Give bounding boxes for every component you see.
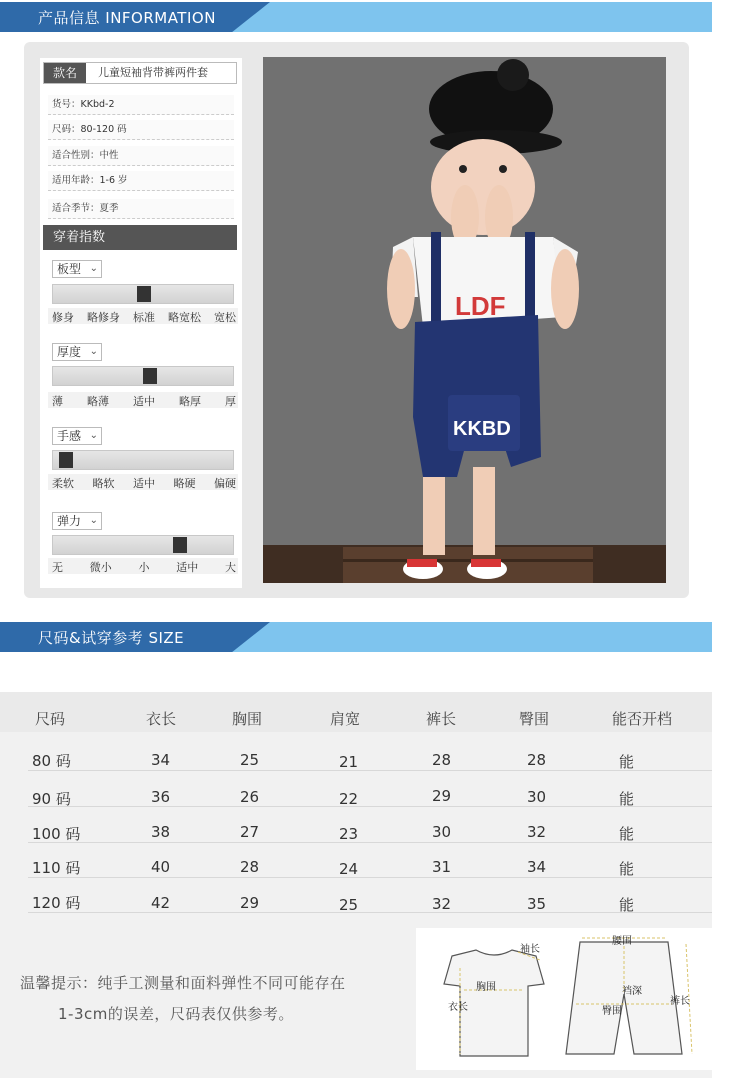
chevron-down-icon: ⌄	[89, 515, 98, 526]
table-cell: 25	[339, 896, 359, 914]
tip-line-2: 1-3cm的误差，尺码表仅供参考。	[58, 1005, 294, 1023]
table-cell: 26	[240, 788, 260, 806]
chevron-down-icon: ⌄	[89, 430, 98, 441]
thickness-scale-marker	[143, 368, 157, 384]
elasticity-scale-labels	[52, 559, 236, 573]
wear-index-title: 穿着指数	[43, 225, 237, 250]
fit-dropdown-label: 板型	[57, 262, 82, 276]
table-cell: 24	[339, 860, 359, 878]
table-cell: 30	[432, 823, 452, 841]
scale-option: 小	[138, 561, 150, 574]
product-name-row	[43, 62, 237, 84]
elasticity-scale-track	[52, 535, 234, 555]
measurement-diagram	[416, 928, 712, 1070]
col-header: 肩宽	[330, 710, 361, 728]
shirt-print: LDF	[455, 291, 506, 321]
fit-scale-labels	[52, 309, 236, 323]
table-cell: 28	[240, 858, 260, 876]
table-cell: 28	[527, 751, 547, 769]
table-cell: 能	[619, 860, 635, 878]
attr-item-number: 货号：KKbd-2	[48, 95, 234, 115]
table-cell: 120 码	[32, 894, 81, 912]
scale-option: 无	[52, 561, 63, 574]
table-cell: 22	[339, 790, 359, 808]
scale-option: 大	[225, 561, 236, 574]
scale-option: 略硬	[173, 477, 196, 490]
table-cell: 21	[339, 753, 359, 771]
pocket-print: KKBD	[453, 418, 511, 440]
table-cell: 29	[432, 787, 452, 805]
row-divider	[28, 912, 712, 913]
chest-label: 胸围	[476, 982, 496, 993]
thickness-dropdown[interactable]	[52, 343, 102, 361]
waist-label: 腰围	[612, 936, 632, 947]
elasticity-dropdown[interactable]	[52, 512, 102, 530]
scale-option: 略宽松	[168, 311, 201, 324]
table-cell: 27	[240, 823, 260, 841]
table-cell: 35	[527, 895, 547, 913]
thickness-scale-labels	[52, 393, 236, 407]
attr-age: 适用年龄：1-6 岁	[48, 171, 234, 191]
table-cell: 能	[619, 896, 635, 914]
texture-scale-labels	[52, 475, 236, 489]
hip-label: 臀围	[602, 1006, 622, 1017]
col-header: 裤长	[426, 710, 457, 728]
thickness-scale-track	[52, 366, 234, 386]
texture-dropdown[interactable]	[52, 427, 102, 445]
table-cell: 32	[527, 823, 547, 841]
col-header: 胸围	[232, 710, 263, 728]
row-divider	[28, 770, 712, 771]
table-cell: 42	[151, 894, 171, 912]
product-name-label: 款名	[44, 63, 86, 83]
texture-scale-track	[52, 450, 234, 470]
elasticity-scale-marker	[173, 537, 187, 553]
product-name-value: 儿童短袖背带裤两件套	[98, 66, 208, 79]
scale-option: 适中	[133, 395, 155, 408]
child-model-illustration	[263, 57, 666, 583]
length-label: 衣长	[448, 1002, 468, 1013]
size-section-header	[0, 622, 712, 652]
fit-scale-track	[52, 284, 234, 304]
scale-option: 柔软	[52, 477, 74, 490]
col-header: 尺码	[35, 710, 66, 728]
fit-dropdown[interactable]	[52, 260, 102, 278]
size-section-title: 尺码&试穿参考 SIZE	[38, 629, 185, 647]
chevron-down-icon: ⌄	[89, 263, 98, 274]
fit-scale-marker	[137, 286, 151, 302]
table-cell: 能	[619, 825, 635, 843]
col-header: 衣长	[146, 710, 177, 728]
sleeve-label: 袖长	[520, 944, 540, 955]
scale-option: 宽松	[214, 311, 236, 324]
info-section-header	[0, 2, 712, 32]
table-cell: 能	[619, 753, 635, 771]
scale-option: 修身	[52, 311, 74, 324]
chevron-down-icon: ⌄	[89, 346, 98, 357]
row-divider	[28, 842, 712, 843]
table-cell: 36	[151, 788, 171, 806]
table-cell: 23	[339, 825, 359, 843]
attr-season: 适合季节：夏季	[48, 199, 234, 219]
table-cell: 80 码	[32, 752, 71, 770]
thickness-dropdown-label: 厚度	[57, 345, 82, 359]
info-section-title: 产品信息 INFORMATION	[38, 9, 216, 27]
row-divider	[28, 806, 712, 807]
scale-option: 薄	[52, 395, 63, 408]
scale-option: 标准	[133, 311, 155, 324]
pants-length-label: 裤长	[670, 996, 690, 1007]
col-header: 臀围	[519, 710, 550, 728]
table-cell: 28	[432, 751, 452, 769]
table-cell: 34	[151, 751, 171, 769]
table-cell: 25	[240, 751, 260, 769]
table-cell: 100 码	[32, 825, 81, 843]
scale-option: 略修身	[87, 311, 120, 324]
scale-option: 微小	[89, 561, 112, 574]
col-header: 能否开档	[612, 710, 673, 728]
scale-option: 略软	[92, 477, 115, 490]
attr-size-range: 尺码：80-120 码	[48, 120, 234, 140]
table-cell: 30	[527, 788, 547, 806]
attr-gender: 适合性别：中性	[48, 146, 234, 166]
tip-line-1: 温馨提示：纯手工测量和面料弹性不同可能存在	[20, 974, 346, 992]
texture-scale-marker	[59, 452, 73, 468]
table-cell: 34	[527, 858, 547, 876]
product-photo	[263, 57, 666, 583]
scale-option: 略薄	[87, 395, 109, 408]
table-cell: 29	[240, 894, 260, 912]
scale-option: 适中	[176, 561, 199, 574]
rise-label: 裆深	[622, 986, 642, 997]
scale-option: 偏硬	[214, 477, 236, 490]
table-cell: 能	[619, 790, 635, 808]
texture-dropdown-label: 手感	[57, 429, 82, 443]
scale-option: 厚	[225, 395, 236, 408]
scale-option: 适中	[133, 477, 155, 490]
table-cell: 32	[432, 895, 452, 913]
table-cell: 110 码	[32, 859, 81, 877]
table-cell: 40	[151, 858, 171, 876]
table-cell: 38	[151, 823, 171, 841]
scale-option: 略厚	[179, 395, 201, 408]
row-divider	[28, 877, 712, 878]
table-cell: 90 码	[32, 790, 71, 808]
elasticity-dropdown-label: 弹力	[57, 514, 82, 528]
table-cell: 31	[432, 858, 452, 876]
